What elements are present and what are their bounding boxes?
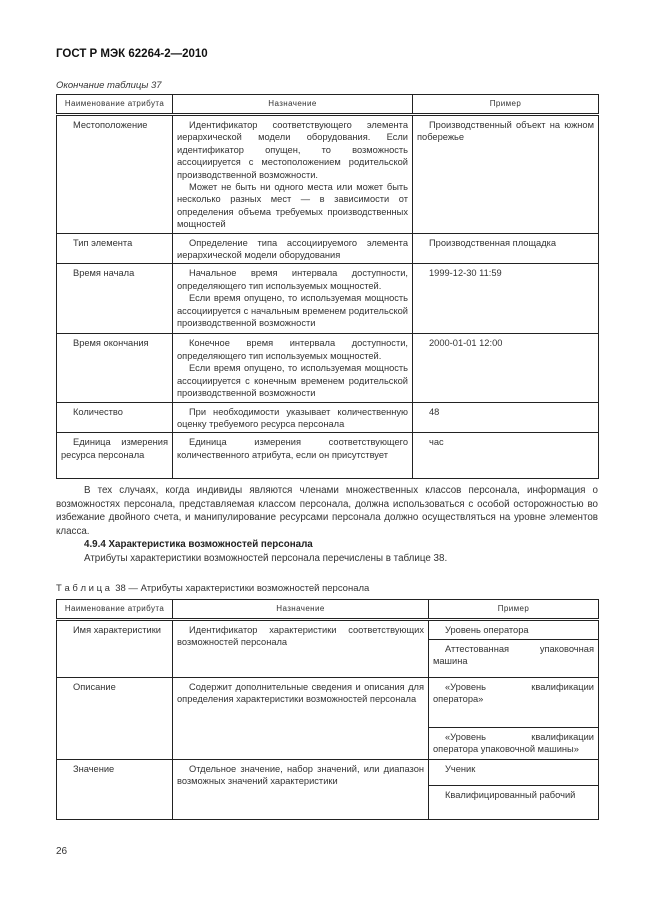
example-text: Производственный объект на южном побережье	[417, 120, 594, 143]
column-header-example: Пример	[429, 600, 599, 620]
example-text: «Уровень квалификации оператора»	[433, 682, 594, 705]
example-cell	[413, 115, 599, 234]
table-row	[57, 620, 599, 640]
example-cell	[429, 760, 599, 786]
attribute-name: Время начала	[73, 268, 135, 279]
table-38-caption	[56, 583, 369, 594]
attribute-cell	[57, 678, 173, 760]
table-row	[57, 433, 599, 479]
column-header-attribute: Наименование атрибута	[57, 95, 173, 115]
table-header-row	[57, 95, 599, 115]
table-row	[57, 402, 599, 433]
table-label: Т а б л и ц а 38	[56, 583, 126, 594]
paragraph: В тех случаях, когда индивиды являются членами множественных классов персонала, информация о возможностях персонала, представляемая классом персонала, должна использоваться с особой осторожностью во избежание двойного счета, и манипулирование ресурсами персонала должно осуществляться на уровне элементов класса.	[56, 485, 598, 537]
purpose-cell	[173, 433, 413, 479]
column-header-example: Пример	[413, 95, 599, 115]
example-text: час	[429, 437, 444, 448]
table-header-row	[57, 600, 599, 620]
attribute-cell	[57, 433, 173, 479]
document-title: ГОСТ Р МЭК 62264-2—2010	[56, 48, 208, 60]
purpose-text: Единица измерения соответствующего количественного атрибута, если он присутствует	[177, 437, 408, 460]
attribute-name: Описание	[73, 682, 116, 692]
example-text: Производственная площадка	[429, 237, 557, 248]
purpose-cell	[173, 760, 429, 820]
attribute-cell	[57, 115, 173, 234]
purpose-text: Начальное время интервала доступности, определяющего тип используемых мощностей.	[177, 268, 408, 291]
table-row	[57, 115, 599, 234]
purpose-cell	[173, 115, 413, 234]
table-37	[56, 94, 599, 479]
attribute-name: Тип элемента	[73, 237, 133, 248]
section-heading: 4.9.4 Характеристика возможностей персонала	[84, 539, 313, 551]
example-cell	[413, 402, 599, 433]
example-cell	[413, 233, 599, 264]
purpose-text: Идентификатор соответствующего элемента иерархической модели оборудования. Если идентификатор опущен, то возможность ассоциируется с местоположением родительской производственной возможности.	[177, 120, 408, 180]
attribute-cell	[57, 402, 173, 433]
purpose-text: Содержит дополнительные сведения и описания для определения характеристики возможностей персонала	[177, 682, 424, 705]
example-text: Квалифицированный рабочий	[445, 790, 576, 800]
example-cell	[413, 433, 599, 479]
purpose-text: Определение типа ассоциируемого элемента иерархической модели оборудования	[177, 237, 408, 261]
example-cell	[429, 678, 599, 728]
purpose-cell	[173, 264, 413, 334]
table-row	[57, 760, 599, 786]
purpose-cell	[173, 402, 413, 433]
example-cell	[429, 786, 599, 820]
purpose-text: Может не быть ни одного места или может быть несколько разных мест — в зависимости от определения объема требуемых производственных мощностей	[177, 182, 408, 230]
attribute-name: Единица измерения ресурса персонала	[61, 437, 168, 460]
example-text: Аттестованная упаковочная машина	[433, 644, 594, 667]
example-cell	[429, 640, 599, 678]
table-37-caption: Окончание таблицы 37	[56, 80, 162, 91]
attribute-cell	[57, 264, 173, 334]
section-intro: Атрибуты характеристики возможностей персонала перечислены в таблице 38.	[84, 552, 448, 564]
attribute-name: Значение	[73, 764, 115, 774]
example-text: Ученик	[445, 764, 476, 774]
attribute-cell	[57, 233, 173, 264]
example-text: 2000-01-01 12:00	[429, 338, 503, 349]
purpose-cell	[173, 620, 429, 678]
body-text	[56, 484, 598, 566]
purpose-cell	[173, 233, 413, 264]
page-number: 26	[56, 846, 68, 857]
table-38	[56, 599, 599, 820]
column-header-purpose: Назначение	[173, 95, 413, 115]
example-cell	[413, 334, 599, 402]
column-header-attribute: Наименование атрибута	[57, 600, 173, 620]
example-cell	[429, 728, 599, 760]
purpose-text: Конечное время интервала доступности, определяющего тип используемых мощностей.	[177, 338, 408, 361]
purpose-text: Идентификатор характеристики соответствующих возможностей персонала	[177, 625, 424, 648]
example-text: 48	[429, 406, 440, 417]
purpose-text: При необходимости указывает количественную оценку требуемого ресурса персонала	[177, 406, 408, 429]
attribute-name: Количество	[73, 406, 123, 417]
purpose-text: Отдельное значение, набор значений, или диапазон возможных значений характеристики	[177, 764, 424, 787]
purpose-cell	[173, 334, 413, 402]
purpose-cell	[173, 678, 429, 760]
example-cell	[413, 264, 599, 334]
table-row	[57, 678, 599, 728]
table-row	[57, 334, 599, 402]
table-title: — Атрибуты характеристики возможностей персонала	[125, 583, 370, 594]
table-row	[57, 264, 599, 334]
attribute-name: Имя характеристики	[73, 625, 161, 635]
example-cell	[429, 620, 599, 640]
attribute-cell	[57, 334, 173, 402]
purpose-text: Если время опущено, то используемая мощность ассоциируется с конечным временем родительской производственной возможности	[177, 363, 408, 399]
attribute-cell	[57, 620, 173, 678]
attribute-cell	[57, 760, 173, 820]
example-text: 1999-12-30 11:59	[429, 268, 502, 279]
example-text: Уровень оператора	[445, 625, 529, 635]
purpose-text: Если время опущено, то используемая мощность ассоциируется с начальным временем родительской производственной возможности	[177, 293, 408, 329]
attribute-name: Время окончания	[73, 338, 149, 349]
table-row	[57, 233, 599, 264]
example-text: «Уровень квалификации оператора упаковочной машины»	[433, 732, 594, 755]
column-header-purpose: Назначение	[173, 600, 429, 620]
attribute-name: Местоположение	[73, 120, 148, 130]
